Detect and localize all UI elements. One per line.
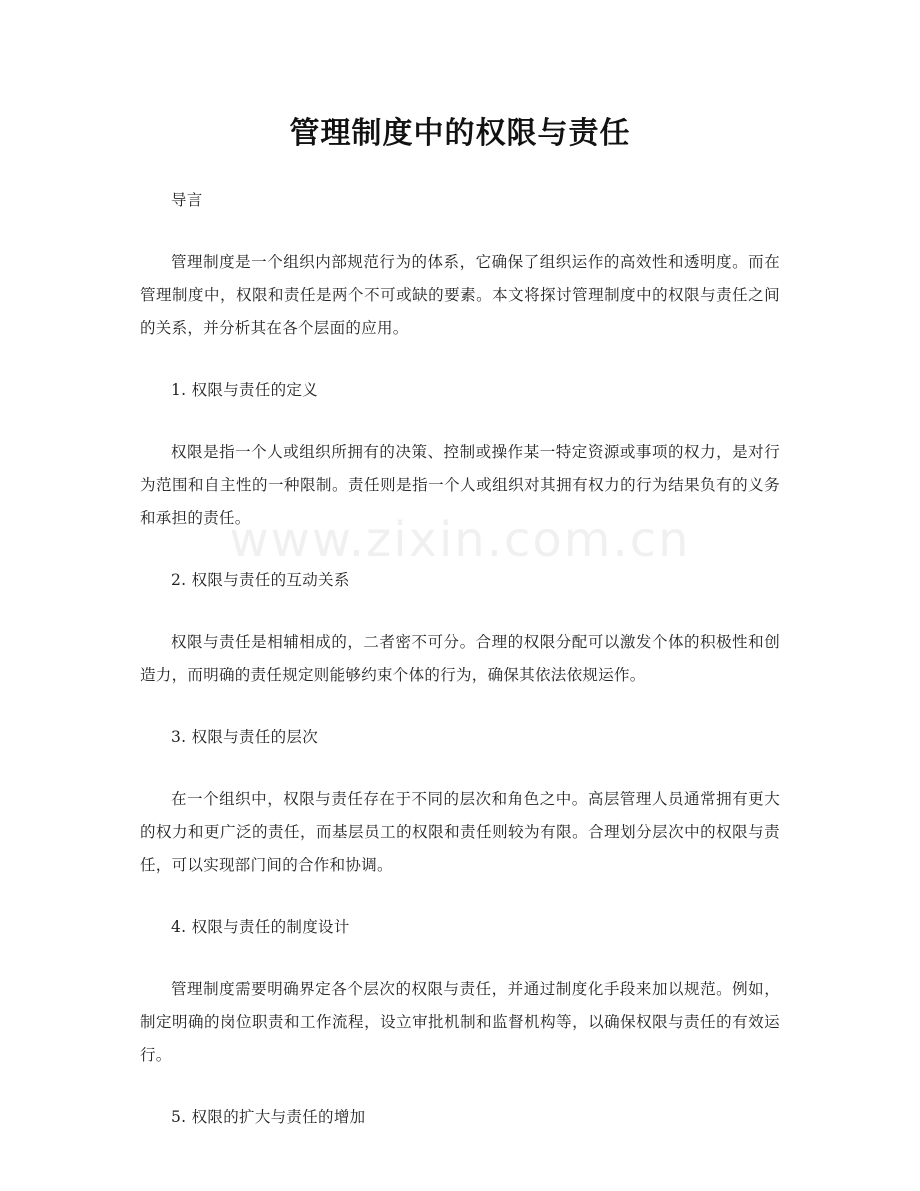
section-heading-4: 4. 权限与责任的制度设计 (171, 918, 350, 936)
section-heading-intro: 导言 (171, 191, 203, 209)
document-body (140, 184, 780, 1163)
section-heading-3: 3. 权限与责任的层次 (171, 728, 319, 746)
document-title: 管理制度中的权限与责任 (289, 116, 631, 151)
section-heading-5: 5. 权限的扩大与责任的增加 (171, 1108, 366, 1126)
paragraph-intro: 管理制度是一个组织内部规范行为的体系，它确保了组织运作的高效性和透明度。而在管理制度中，权限和责任是两个不可或缺的要素。本文将探讨管理制度中的权限与责任之间的关系，并分析其在各个层面的应用。 (140, 253, 780, 337)
paragraph-4: 管理制度需要明确界定各个层次的权限与责任，并通过制度化手段来加以规范。例如，制定明确的岗位职责和工作流程，设立审批机制和监督机构等，以确保权限与责任的有效运行。 (140, 980, 780, 1064)
section-heading-1: 1. 权限与责任的定义 (171, 381, 319, 399)
paragraph-1: 权限是指一个人或组织所拥有的决策、控制或操作某一特定资源或事项的权力，是对行为范围和自主性的一种限制。责任则是指一个人或组织对其拥有权力的行为结果负有的义务和承担的责任。 (140, 443, 780, 527)
paragraph-2: 权限与责任是相辅相成的，二者密不可分。合理的权限分配可以激发个体的积极性和创造力，而明确的责任规定则能够约束个体的行为，确保其依法依规运作。 (140, 633, 780, 684)
watermark: www.zixin.com.cn (229, 512, 691, 568)
section-heading-2: 2. 权限与责任的互动关系 (171, 571, 350, 589)
paragraph-3: 在一个组织中，权限与责任存在于不同的层次和角色之中。高层管理人员通常拥有更大的权力和更广泛的责任，而基层员工的权限和责任则较为有限。合理划分层次中的权限与责任，可以实现部门间的合作和协调。 (140, 790, 780, 874)
